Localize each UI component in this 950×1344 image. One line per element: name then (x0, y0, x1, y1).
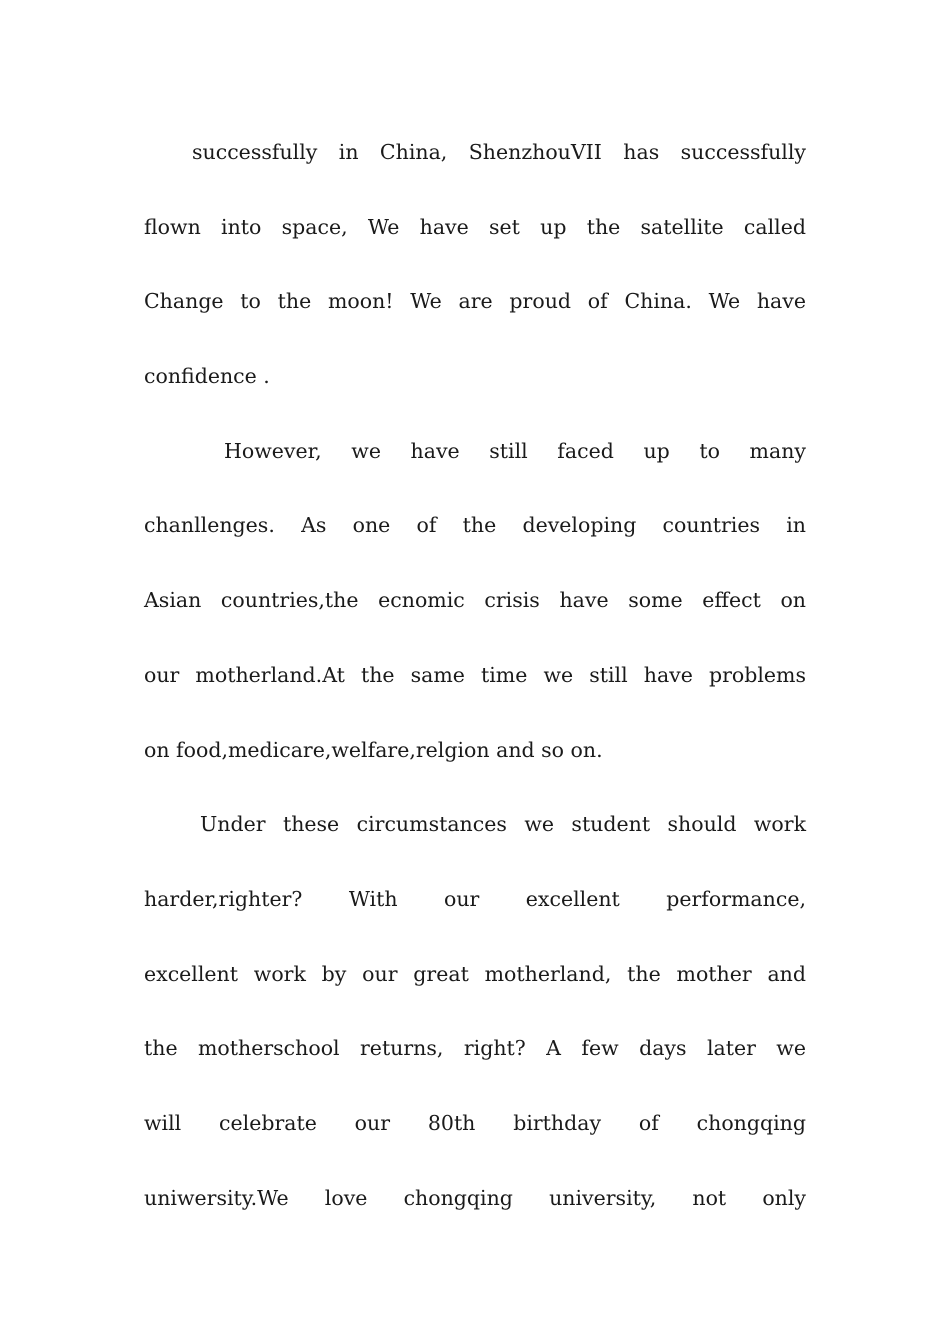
text-line: uniwersity.We love chongqing university, not only (144, 1185, 806, 1210)
text-line: flown into space, We have set up the satellite called (144, 214, 806, 239)
text-line: However, we have still faced up to many (224, 438, 806, 463)
paragraph-3 (144, 804, 806, 1252)
text-line: on food,medicare,welfare,relgion and so on. (144, 737, 603, 762)
text-line: Under these circumstances we student should work (200, 812, 806, 837)
text-line: confidence . (144, 364, 270, 389)
text-line: will celebrate our 80th birthday of chongqing (144, 1110, 806, 1135)
paragraph-2 (144, 431, 806, 804)
document-body (144, 132, 806, 1252)
text-line: Change to the moon! We are proud of China. We have (144, 289, 806, 314)
paragraph-1 (144, 132, 806, 431)
text-line: chanllenges. As one of the developing countries in (144, 513, 806, 538)
text-line: the motherschool returns, right? A few days later we (144, 1036, 806, 1061)
text-line: our motherland.At the same time we still have problems (144, 662, 806, 687)
text-line: harder,righter? With our excellent performance, (144, 886, 806, 911)
text-line: successfully in China, ShenzhouVII has successfully (192, 140, 806, 164)
text-line: excellent work by our great motherland, the mother and (144, 961, 806, 986)
text-line: Asian countries,the ecnomic crisis have some effect on (144, 588, 806, 613)
